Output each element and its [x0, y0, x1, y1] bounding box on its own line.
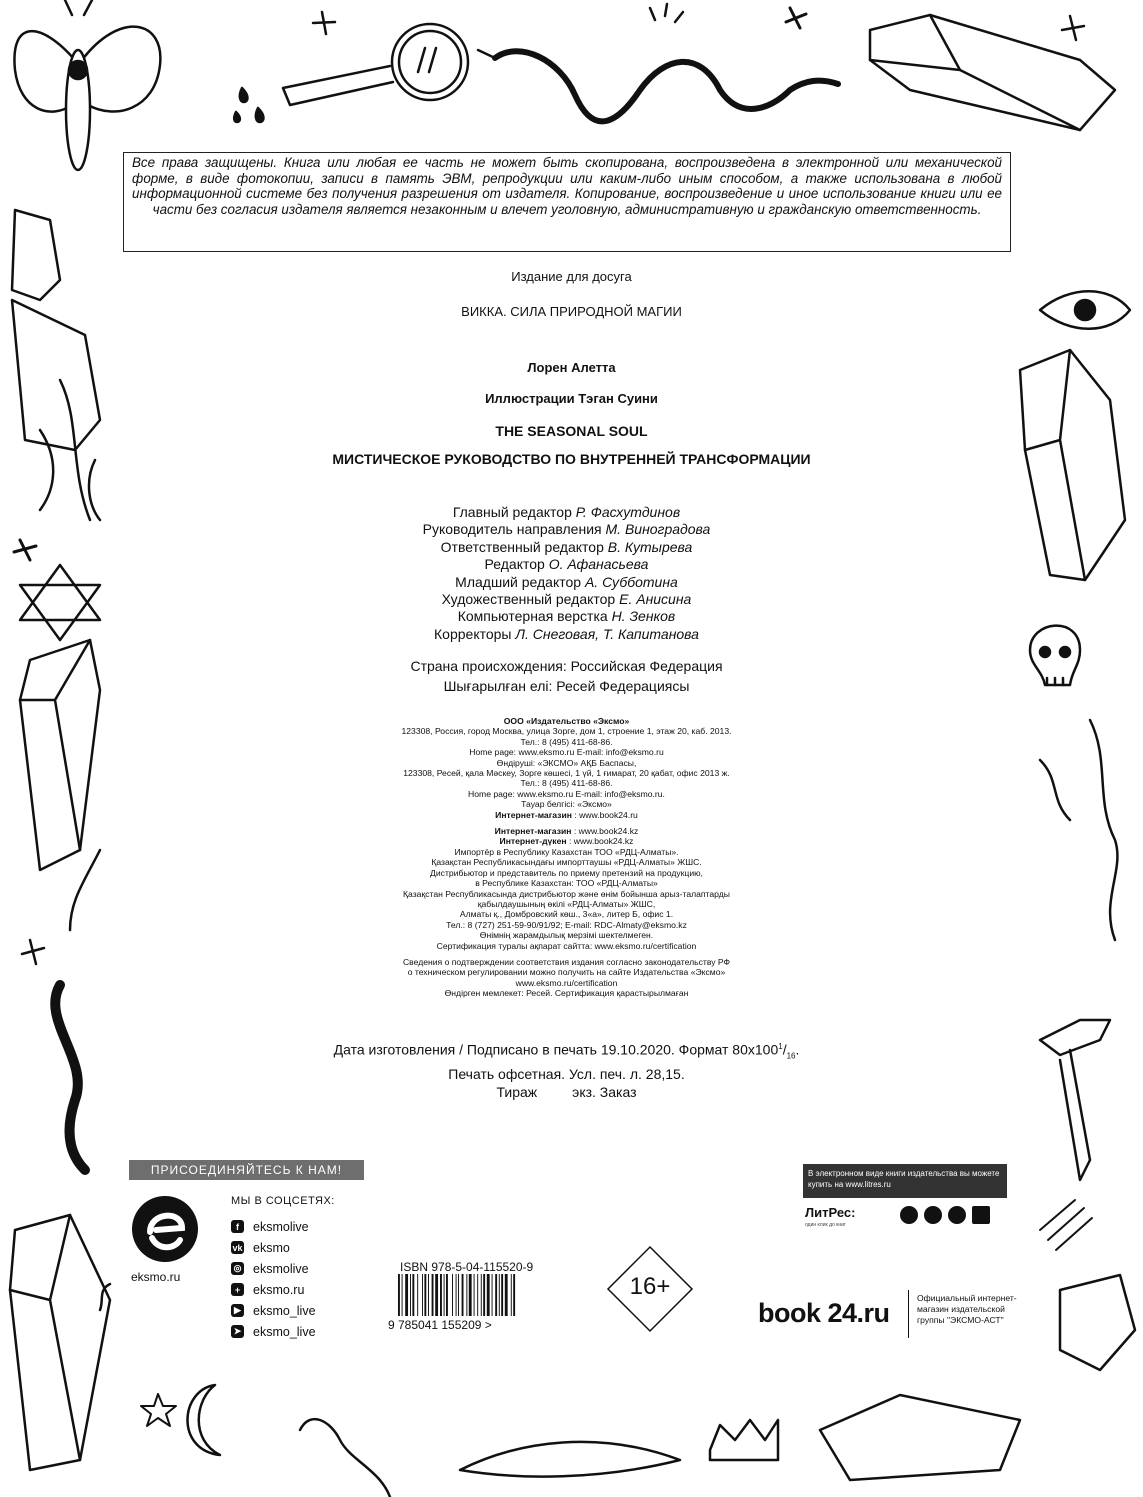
copyright-notice: Все права защищены. Книга или любая ее часть не может быть скопирована, воспроизведена в электронной или механической форме, в виде фотокопии, записи в память ЭВМ, репродукции или каким-либо иным способом, а также использована в любой информационной системе без получения разрешения от издателя. Копирование, воспроизведение и иное использование книги или ее части без согласия издателя является незаконным и влечет уголовную, административную и гражданскую ответственность. [123, 152, 1011, 252]
barcode-bar [412, 1274, 414, 1316]
social-link-facebook[interactable]: f eksmolive [231, 1216, 316, 1237]
barcode-bar [424, 1274, 426, 1316]
barcode-bar [505, 1274, 508, 1316]
barcode-bar [462, 1274, 464, 1316]
book-title-ru: ВИККА. СИЛА ПРИРОДНОЙ МАГИИ [461, 304, 682, 319]
social-heading: МЫ В СОЦСЕТЯХ: [231, 1195, 335, 1207]
facebook-icon: f [231, 1220, 244, 1233]
barcode-bar [458, 1274, 459, 1316]
vk-icon: vk [232, 1242, 243, 1253]
country-of-origin: Страна происхождения: Российская Федерация Шығарылған елі: Ресей Федерациясы [410, 658, 723, 694]
publisher-imprint: ООО «Издательство «Эксмо» 123308, Россия, город Москва, улица Зорге, дом 1, строение 1, этаж 20, каб. 2013. Тел.: 8 (495) 411-68-86. Home page: www.eksmo.ru E-mail: info@eksmo.ru Өндіруші: «ЭКСМО» АҚБ Баспасы, 123308, Ресей, қала Мәскеу, Зорге көшесі, 1 үй, 1 ғимарат, 20 қабат, офис 2013 ж. Тел.: 8 (495) 411-68-86. Home page: www.eksmo.ru E-mail: info@eksmo.ru. Тауар белгісі: «Эксмо» Интернет-магазин : www.book24.ru Интернет-магазин : www.book24.kz Интернет-дүкен : www.book24.kz Импортёр в Республику Казахстан ТОО «РДЦ-Алматы». Қазақстан Республикасындағы импорттаушы «РДЦ-Алматы» ЖШС. Дистрибьютор и представитель по приему претензий на продукцию, в Республике Казахстан: ТОО «РДЦ-Алматы» Қазақстан Республикасында дистрибьютор және өнім бойынша арыз-талаптарды қабылдаушының өкілі «РДЦ-Алматы» ЖШС, Алматы қ., Домбровский көш., 3«а», литер Б, офис 1. Тел.: 8 (727) 251-59-90/91/92; E-mail: RDC-Almaty@eksmo.kz Өнімнің жарамдылық мерзімі шектелмеген. Сертификация туралы ақпарат сайтта: www.eksmo.ru/certification Сведения о подтверждении соответствия издания согласно законодательству РФ о техническом регулировании можно получить на сайте Издательства «Эксмо» www.eksmo.ru/certification Өндірген мемлекет: Ресей. Сертификация қарастырылмаған [0, 716, 1133, 999]
telegram-icon: ➤ [231, 1325, 244, 1338]
social-link-instagram[interactable]: ◎ eksmolive [231, 1258, 316, 1279]
moth-illustration [14, 0, 160, 170]
barcode-digits: 9 785041 155209 > [388, 1318, 492, 1330]
barcode-bar [417, 1274, 418, 1316]
barcode-bar [492, 1274, 493, 1316]
barcode-bar [398, 1274, 400, 1316]
edition-type: Издание для досуга [511, 269, 632, 284]
android-icon [924, 1206, 942, 1224]
staff-row: Ответственный редактор В. Кутырева [440, 538, 693, 555]
barcode-bar [477, 1274, 478, 1316]
barcode-bar [495, 1274, 497, 1316]
social-link-ok[interactable]: + eksmo.ru [231, 1279, 316, 1300]
barcode-bar [456, 1274, 457, 1316]
staff-row: Художественный редактор Е. Анисина [441, 591, 692, 608]
barcode-bar [469, 1274, 472, 1316]
join-us-banner: ПРИСОЕДИНЯЙТЕСЬ К НАМ! [129, 1160, 364, 1180]
age-rating: 16+ [629, 1273, 671, 1300]
print-details: Дата изготовления / Подписано в печать 19.10.2020. Формат $80х100^1/_{16}$. Печать офсетная. Усл. печ. л. 28,15. Тираж экз. Заказ [333, 1041, 800, 1101]
illustrator-credit: Иллюстрации Тэган Суини [485, 391, 658, 406]
eksmo-logo [130, 1192, 200, 1266]
litres-tagline: один клик до книг [805, 1222, 846, 1228]
staff-row: Руководитель направления М. Виноградова [422, 521, 711, 538]
barcode-bar [513, 1274, 515, 1316]
crystal-illustration [870, 15, 1115, 130]
staff-row: Главный редактор Р. Фасхутдинов [452, 504, 681, 520]
barcode-bar [511, 1274, 512, 1316]
barcode-bar [452, 1274, 453, 1316]
barcode-bar [440, 1274, 442, 1316]
barcode-bar [410, 1274, 411, 1316]
youtube-icon: ▶ [231, 1304, 244, 1317]
author-name: Лорен Алетта [527, 360, 616, 375]
barcode-bar [432, 1274, 434, 1316]
social-links [231, 1216, 316, 1342]
barcode-bar [483, 1274, 485, 1316]
isbn-barcode [388, 1274, 560, 1330]
platform-icons [900, 1206, 990, 1224]
barcode-bar [446, 1274, 448, 1316]
barcode-bar [487, 1274, 490, 1316]
barcode-bar [481, 1274, 482, 1316]
barcode-bar [501, 1274, 503, 1316]
apple-icon [900, 1206, 918, 1224]
book24-divider [908, 1290, 909, 1338]
barcode-bar [499, 1274, 500, 1316]
book-subtitle: МИСТИЧЕСКОЕ РУКОВОДСТВО ПО ВНУТРЕННЕЙ ТРАНСФОРМАЦИИ [332, 451, 811, 467]
windows-icon [972, 1206, 990, 1224]
barcode-bar [466, 1274, 467, 1316]
barcode-bar [402, 1274, 403, 1316]
social-link-vk[interactable]: vk eksmo [232, 1240, 290, 1255]
windows-phone-icon [948, 1206, 966, 1224]
book24-description: Официальный интернет-магазин издательской группы "ЭКСМО-АСТ" [917, 1293, 1017, 1325]
barcode-bar [435, 1274, 438, 1316]
staff-row: Компьютерная верстка Н. Зенков [457, 608, 676, 625]
barcode-bar [474, 1274, 475, 1316]
book24-logo[interactable]: book 24.ru [758, 1298, 890, 1328]
staff-row: Младший редактор А. Субботина [455, 573, 678, 590]
barcode-bar [444, 1274, 445, 1316]
litres-logo: ЛитРес: [805, 1205, 856, 1220]
ok-icon: + [231, 1283, 244, 1296]
isbn-number: ISBN 978-5-04-115520-9 [400, 1260, 534, 1274]
editorial-staff-list [0, 504, 1133, 643]
magnifier-illustration [283, 24, 468, 105]
barcode-bar [428, 1274, 429, 1316]
staff-row: Редактор О. Афанасьева [484, 556, 649, 573]
staff-row: Корректоры Л. Снеговая, Т. Капитанова [434, 625, 699, 642]
book-title-en: THE SEASONAL SOUL [495, 423, 648, 439]
social-link-youtube[interactable]: ▶ eksmo_live [231, 1300, 316, 1321]
social-link-telegram[interactable]: ➤ eksmo_live [231, 1321, 316, 1342]
barcode-bar [422, 1274, 423, 1316]
instagram-icon: ◎ [231, 1262, 244, 1275]
litres-banner[interactable]: В электронном виде книги издательства вы можете купить на www.litres.ru [803, 1164, 1007, 1198]
publisher-name: ООО «Издательство «Эксмо» [503, 716, 630, 726]
snake-illustration [495, 51, 838, 121]
eksmo-site[interactable]: eksmo.ru [131, 1270, 181, 1284]
barcode-bar [405, 1274, 408, 1316]
